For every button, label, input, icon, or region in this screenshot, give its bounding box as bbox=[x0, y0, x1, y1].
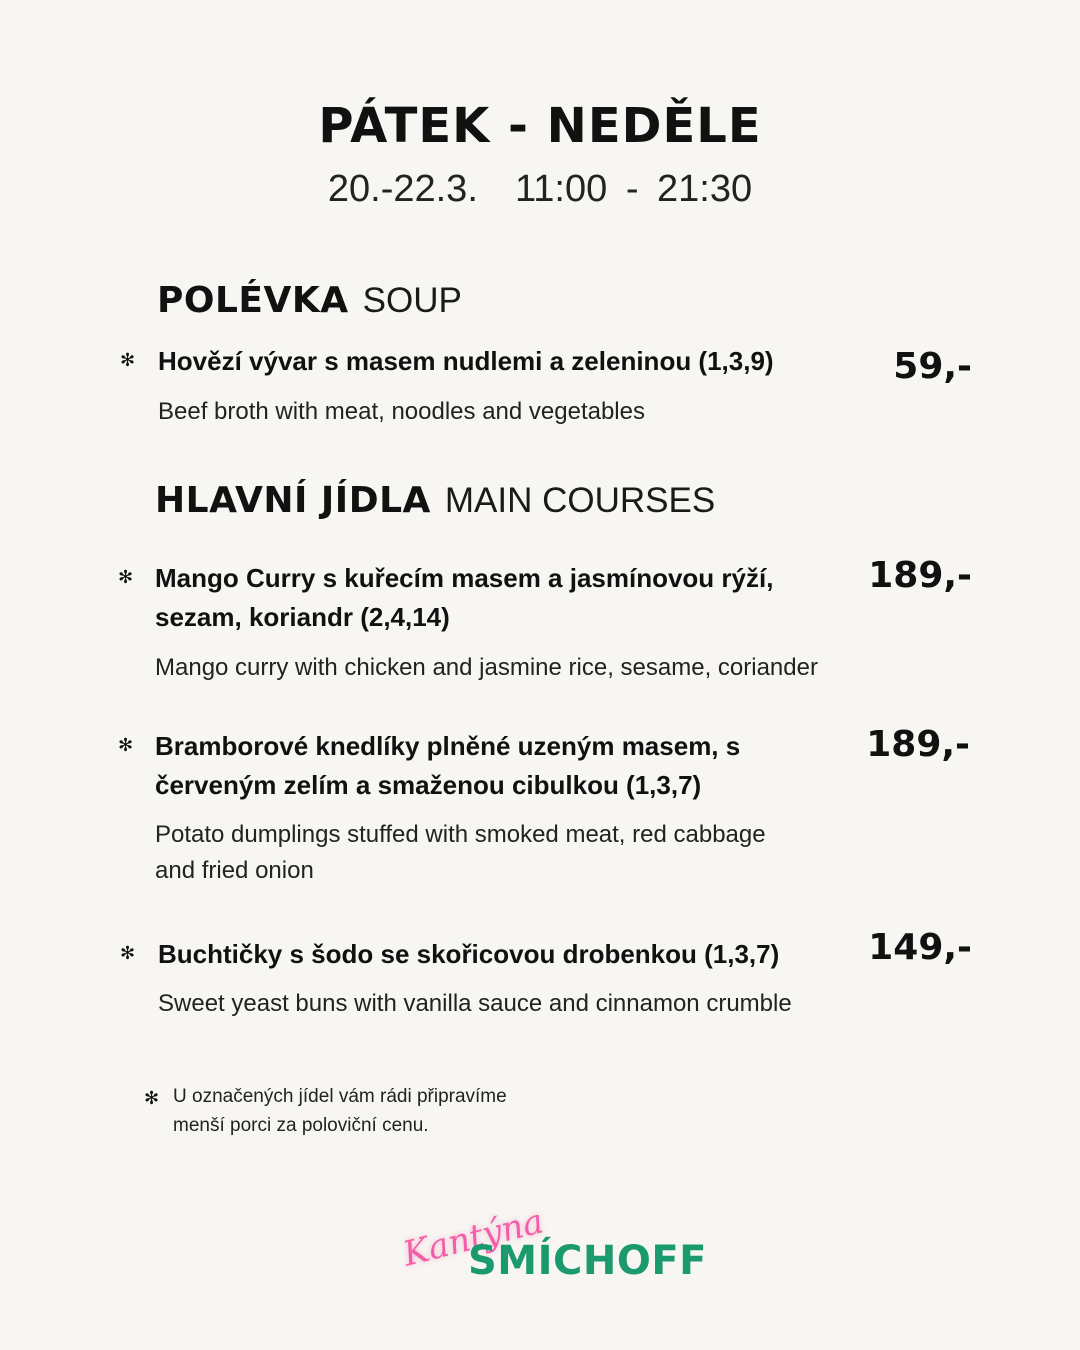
item-price: 189,- bbox=[866, 724, 970, 765]
item-name-cz: Buchtičky s šodo se skořicovou drobenkou (1,3,7) bbox=[158, 939, 780, 969]
item-name-en: Beef broth with meat, noodles and vegetables bbox=[158, 398, 645, 425]
item-name-cz-line1: Mango Curry s kuřecím masem a jasmínovou rýží, bbox=[155, 563, 774, 593]
item-name-cz-line2: sezam, koriandr (2,4,14) bbox=[155, 602, 450, 632]
item-name-en: Mango curry with chicken and jasmine rice, sesame, coriander bbox=[155, 654, 818, 681]
asterisk-icon: ✻ bbox=[118, 567, 134, 588]
section-heading-main bbox=[155, 480, 715, 521]
section-title-en: MAIN COURSES bbox=[444, 481, 716, 520]
item-price: 59,- bbox=[893, 346, 972, 387]
item-name-en-line2: and fried onion bbox=[155, 857, 314, 884]
section-title-cz: POLÉVKA bbox=[157, 280, 349, 321]
date-time-range: 20.-22.3. 11:00 - 21:30 bbox=[327, 168, 753, 210]
section-heading-soup bbox=[157, 280, 462, 321]
footnote-line1: U označených jídel vám rádi připravíme bbox=[173, 1086, 507, 1107]
asterisk-icon: ✻ bbox=[120, 943, 136, 964]
logo-main-text: SMÍCHOFF bbox=[468, 1238, 707, 1284]
item-name-en: Sweet yeast buns with vanilla sauce and cinnamon crumble bbox=[158, 990, 792, 1017]
section-title-en: SOUP bbox=[362, 281, 462, 320]
logo-script-text: Kantýna bbox=[399, 1201, 548, 1275]
asterisk-icon: ✻ bbox=[144, 1088, 160, 1109]
item-price: 149,- bbox=[868, 927, 972, 968]
item-name-cz-line2: červeným zelím a smaženou cibulkou (1,3,7) bbox=[155, 770, 702, 800]
footnote-line2: menší porci za poloviční cenu. bbox=[173, 1115, 429, 1136]
page-title: PÁTEK - NEDĚLE bbox=[318, 98, 762, 154]
item-name-cz-line1: Bramborové knedlíky plněné uzeným masem, s bbox=[155, 731, 741, 761]
item-price: 189,- bbox=[868, 555, 972, 596]
item-name-en-line1: Potato dumplings stuffed with smoked meat, red cabbage bbox=[155, 821, 766, 848]
asterisk-icon: ✻ bbox=[118, 735, 134, 756]
section-title-cz: HLAVNÍ JÍDLA bbox=[155, 480, 431, 521]
item-name-cz: Hovězí vývar s masem nudlemi a zeleninou (1,3,9) bbox=[158, 346, 774, 376]
asterisk-icon: ✻ bbox=[120, 350, 136, 371]
